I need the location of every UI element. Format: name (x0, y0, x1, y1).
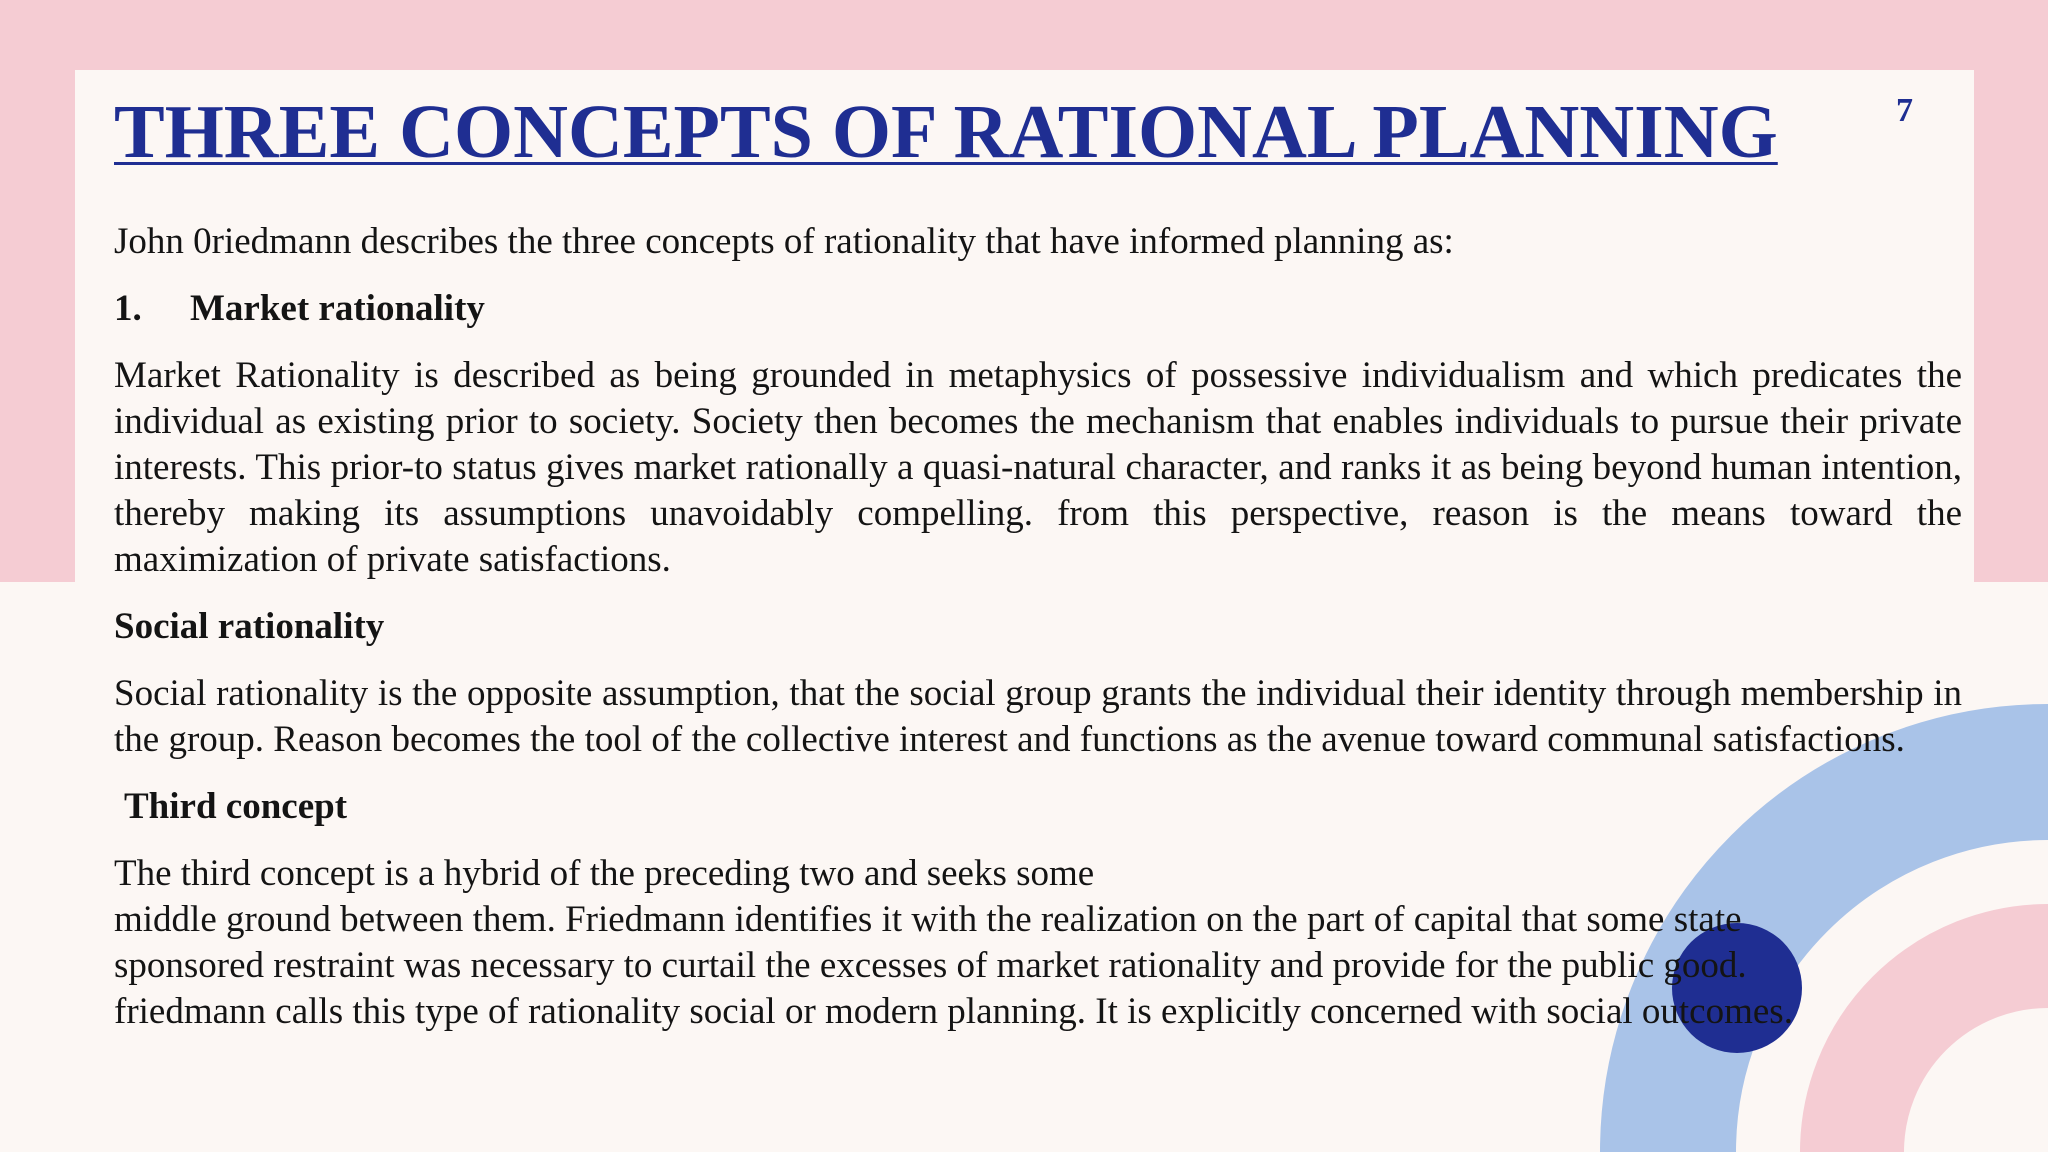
section-heading-market (114, 286, 1962, 332)
section-heading-social: Social rationality (114, 606, 385, 647)
slide-content (114, 88, 1962, 1035)
section-heading-text: Market rationality (190, 288, 485, 329)
third-concept-line: sponsored restraint was necessary to curtail the excesses of market rationality and provide for the public good. (114, 945, 1747, 986)
third-concept-line: The third concept is a hybrid of the preceding two and seeks some (114, 853, 1095, 894)
third-concept-line: middle ground between them. Friedmann identifies it with the realization on the part of capital that some state (114, 899, 1742, 940)
market-rationality-paragraph: Market Rationality is described as being grounded in metaphysics of possessive individualism and which predicates the individual as existing prior to society. Society then becomes the mechanism that enables individuals to pursue their private interests. This prior-to status gives market rationally a quasi-natural character, and ranks it as being beyond human intention, thereby making its assumptions unavoidably compelling. from this perspective, reason is the means toward the maximization of private satisfactions. (114, 355, 1962, 580)
intro-paragraph: John 0riedmann describes the three concepts of rationality that have informed planning as: (114, 221, 1454, 262)
slide-title: THREE CONCEPTS OF RATIONAL PLANNING (114, 90, 1778, 174)
social-rationality-paragraph: Social rationality is the opposite assumption, that the social group grants the individual their identity through membership in the group. Reason becomes the tool of the collective interest and functions as the avenue toward communal satisfactions. (114, 673, 1962, 760)
section-number: 1. (114, 288, 142, 329)
third-concept-line: friedmann calls this type of rationality social or modern planning. It is explicitly concerned with social outcomes. (114, 991, 1793, 1032)
third-concept-paragraph (114, 851, 1962, 1035)
section-heading-third: Third concept (124, 786, 348, 827)
page-number: 7 (1896, 92, 1913, 129)
